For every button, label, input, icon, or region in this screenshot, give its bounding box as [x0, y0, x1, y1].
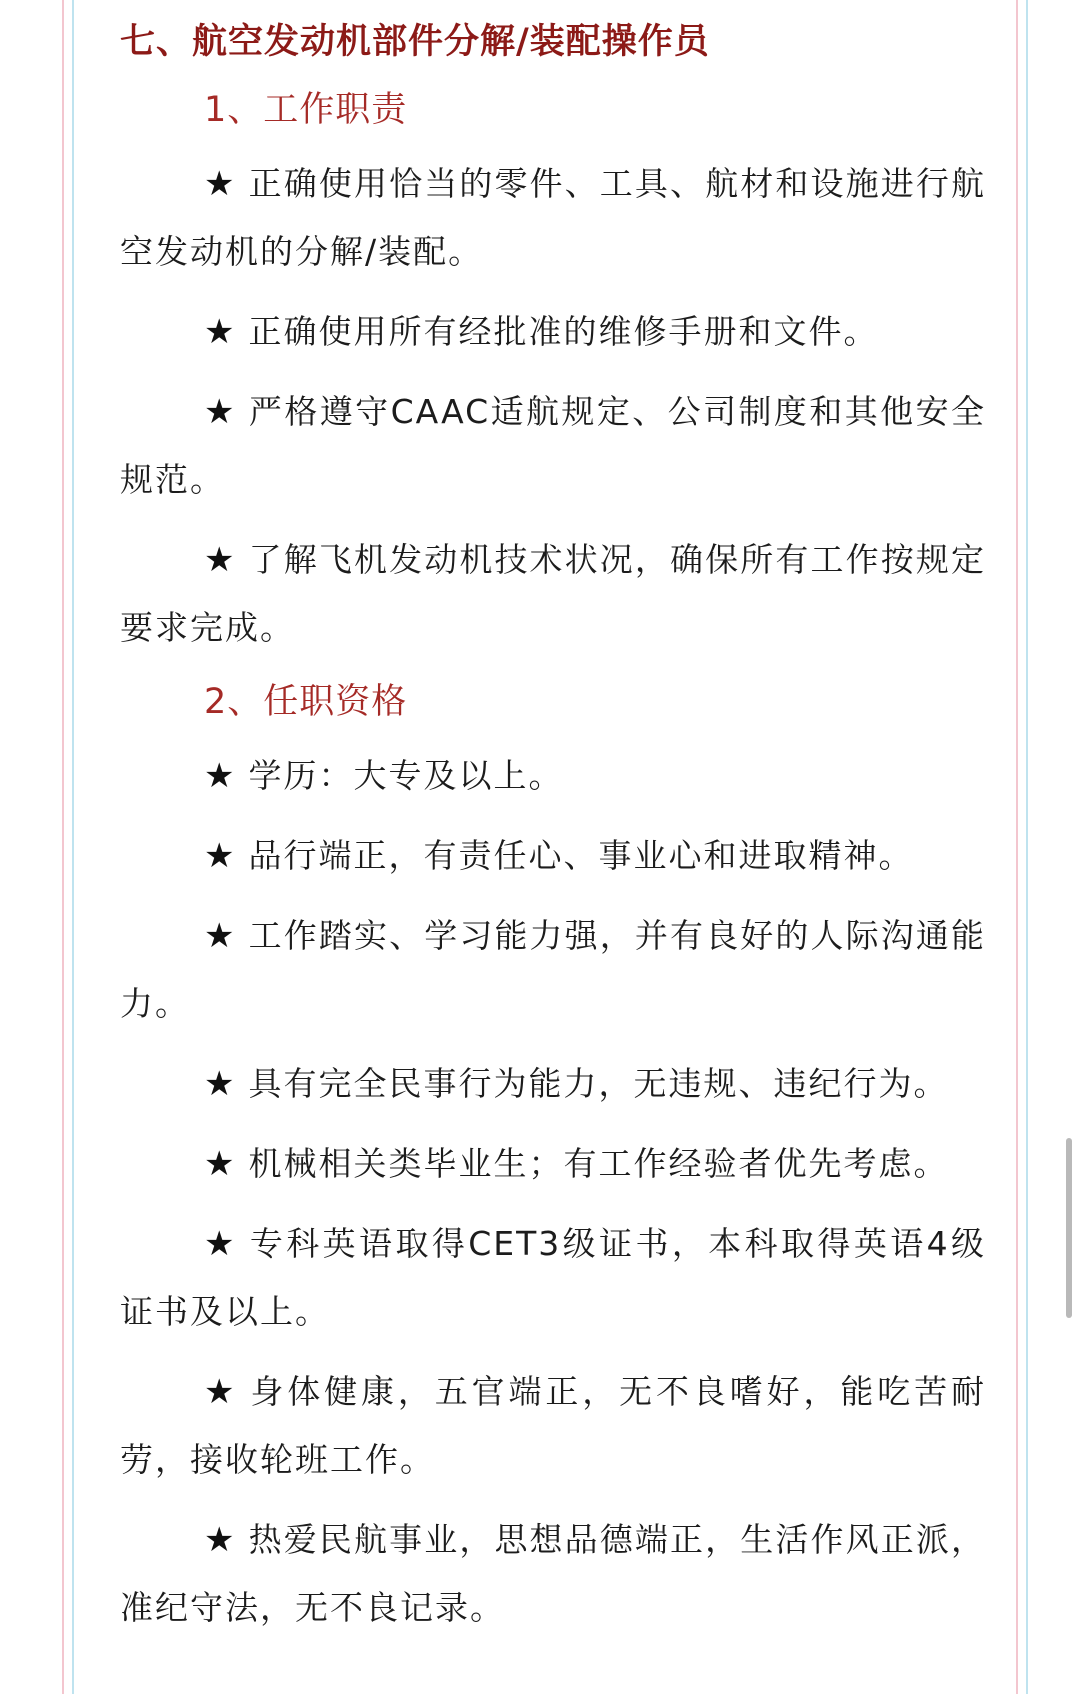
list-item: [120, 902, 986, 1038]
left-frame-line-pink: [62, 0, 64, 1694]
list-item: [120, 742, 986, 810]
item-text: 正确使用所有经批准的维修手册和文件。: [248, 312, 879, 351]
scrollbar-thumb[interactable]: [1066, 1138, 1072, 1318]
star-icon: ★: [204, 916, 237, 956]
section-title: 七、航空发动机部件分解/装配操作员: [120, 22, 710, 62]
list-item: [120, 150, 986, 286]
item-text: 机械相关类毕业生；有工作经验者优先考虑。: [248, 1144, 949, 1183]
item-text: 学历：大专及以上。: [248, 756, 564, 795]
star-icon: ★: [204, 1144, 237, 1184]
heading-qualifications: 2、任职资格: [204, 682, 408, 722]
star-icon: ★: [204, 164, 237, 204]
star-icon: ★: [204, 540, 237, 580]
item-text: 身体健康，五官端正，无不良嗜好，能吃苦耐劳，接收轮班工作。: [120, 1372, 986, 1479]
item-text: 具有完全民事行为能力，无违规、违纪行为。: [248, 1064, 949, 1103]
list-item: [120, 1506, 986, 1642]
star-icon: ★: [204, 836, 237, 876]
item-text: 工作踏实、学习能力强，并有良好的人际沟通能力。: [120, 916, 986, 1023]
left-frame-line-blue: [72, 0, 74, 1694]
star-icon: ★: [204, 392, 237, 432]
list-item: [120, 1210, 986, 1346]
item-text: 品行端正，有责任心、事业心和进取精神。: [248, 836, 914, 875]
star-icon: ★: [204, 756, 237, 796]
list-item: [120, 526, 986, 662]
list-item: [120, 1358, 986, 1494]
list-item: [120, 1130, 986, 1198]
item-text: 热爱民航事业，思想品德端正，生活作风正派，准纪守法，无不良记录。: [120, 1520, 986, 1627]
list-item: [120, 378, 986, 514]
star-icon: ★: [204, 1064, 237, 1104]
item-text: 了解飞机发动机技术状况，确保所有工作按规定要求完成。: [120, 540, 986, 647]
list-item: [120, 822, 986, 890]
right-frame-line-pink: [1016, 0, 1018, 1694]
article-content: [120, 14, 986, 1642]
list-item: [120, 298, 986, 366]
star-icon: ★: [204, 312, 237, 352]
heading-job-duties: 1、工作职责: [204, 90, 408, 130]
star-icon: ★: [204, 1224, 237, 1264]
star-icon: ★: [204, 1520, 237, 1560]
item-text: 严格遵守CAAC适航规定、公司制度和其他安全规范。: [120, 392, 986, 499]
star-icon: ★: [204, 1372, 237, 1412]
list-item: [120, 1050, 986, 1118]
right-frame-line-blue: [1026, 0, 1028, 1694]
item-text: 正确使用恰当的零件、工具、航材和设施进行航空发动机的分解/装配。: [120, 164, 986, 271]
item-text: 专科英语取得CET3级证书，本科取得英语4级证书及以上。: [120, 1224, 986, 1331]
